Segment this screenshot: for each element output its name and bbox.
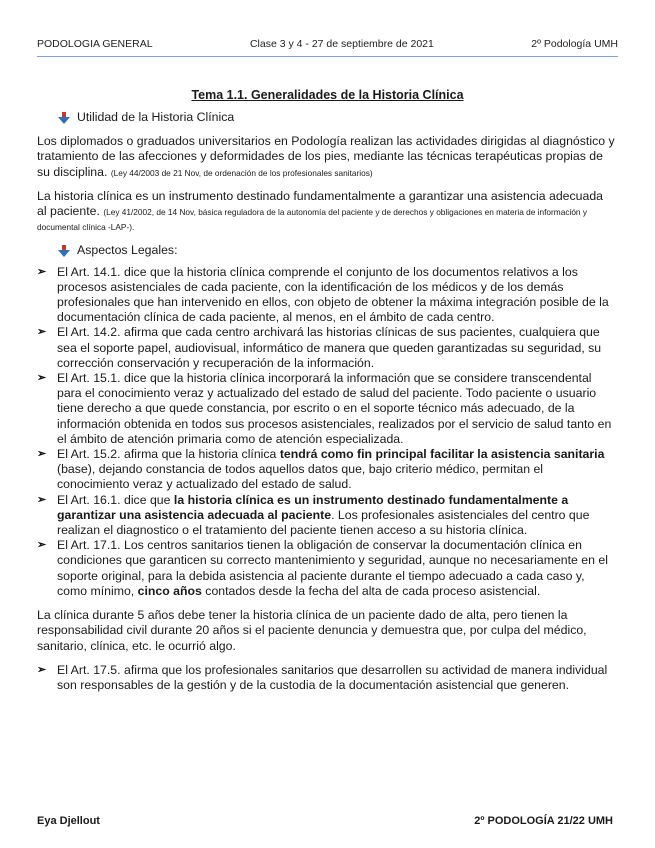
document-title: Tema 1.1. Generalidades de la Historia Clínica	[191, 88, 464, 102]
paragraph: La clínica durante 5 años debe tener la historia clínica de un paciente dado de alta, pero tienen la responsabilidad civil durante 20 años si el paciente denuncia y demuestra que, por culpa del médico, sanitario, clínica, etc. le ocurrió algo.	[37, 608, 587, 653]
chevron-bullet-icon: ➢	[37, 663, 47, 676]
down-arrow-icon	[57, 111, 71, 125]
chevron-bullet-icon: ➢	[37, 265, 47, 278]
list-item: ➢ El Art. 17.5. afirma que los profesionales sanitarios que desarrollen su actividad de manera individual son responsables de la gestión y de la custodia de la documentación asistencial que generen.	[37, 662, 608, 692]
law-list	[37, 265, 615, 599]
chevron-bullet-icon: ➢	[37, 326, 47, 339]
chevron-bullet-icon: ➢	[37, 448, 47, 461]
list-item: ➢ El Art. 15.2. afirma que la historia clínica tendrá como fin principal facilitar la asistencia sanitaria (base), dejando constancia de todos aquellos datos que, bajo criterio médico, permitan el conocimiento veraz y actualizado del estado de salud.	[37, 447, 605, 492]
section-aspectos-legales	[57, 243, 615, 258]
paragraph	[37, 134, 615, 180]
law-reference: (Ley 41/2002, de 14 Nov, básica reguladora de la autonomía del paciente y de derechos y obligaciones en materia de información y documental clínica -LAP-).	[37, 207, 588, 233]
down-arrow-icon	[57, 244, 71, 258]
document-body	[37, 110, 615, 699]
paragraph-text: Los diplomados o graduados universitarios en Podología realizan las actividades dirigidas al diagnóstico y tratamiento de las afecciones y deformidades de los pies, mediante las técnicas terapéuticas propias de su disciplina.	[37, 134, 615, 179]
list-item: ➢ El Art. 14.1. dice que la historia clínica comprende el conjunto de los documentos relativos a los procesos asistenciales de cada paciente, con la identificación de los médicos y de los demás profesionales que han intervenido en ellos, con objeto de obtener la máxima integración posible de la documentación clínica de cada paciente, al menos, en el ámbito de cada centro.	[37, 264, 609, 325]
list-item: ➢ El Art. 17.1. Los centros sanitarios tienen la obligación de conservar la documentación clínica en condiciones que garanticen su correcto mantenimiento y seguridad, aunque no necesariamente en el soporte original, para la debida asistencia al paciente durante el tiempo adecuado a cada caso y, como mínimo, cinco años contados desde la fecha del alta de cada proceso asistencial.	[37, 538, 608, 598]
footer-course: 2º PODOLOGÍA 21/22 UMH	[474, 815, 613, 827]
law-list	[37, 663, 615, 693]
header-right: 2º Podología UMH	[531, 38, 618, 50]
header-left: PODOLOGIA GENERAL	[37, 38, 153, 50]
list-item: ➢ El Art. 14.2. afirma que cada centro archivará las historias clínicas de sus pacientes, cualquiera que sea el soporte papel, audiovisual, informático de manera que queden garantizadas su seguridad, su corrección conservación y recuperación de la información.	[37, 325, 602, 370]
chevron-bullet-icon: ➢	[37, 372, 47, 385]
page-footer	[37, 815, 613, 827]
section-utilidad	[57, 110, 615, 125]
header-center: Clase 3 y 4 - 27 de septiembre de 2021	[249, 38, 434, 50]
page-header	[37, 38, 618, 57]
paragraph	[37, 189, 615, 235]
section-heading: Utilidad de la Historia Clínica	[77, 110, 235, 124]
paragraph-text: La historia clínica es un instrumento destinado fundamentalmente a garantizar una asistencia adecuada al paciente.	[37, 188, 604, 219]
list-item: ➢ El Art. 15.1. dice que la historia clínica incorporará la información que se considere transcendental para el conocimiento veraz y actualizado del estado de salud del paciente. Todo paciente o usuario tiene derecho a que quede constancia, por escrito o en el soporte técnico más adecuado, de la información obtenida en todos sus procesos asistenciales, realizados por el servicio de salud tanto en el ámbito de atención primaria como de atención especializada.	[37, 371, 612, 446]
list-item: ➢ El Art. 16.1. dice que la historia clínica es un instrumento destinado fundamentalmente a garantizar una asistencia adecuada al paciente. Los profesionales asistenciales del centro que realizan el diagnostico o el tratamiento del paciente tienen acceso a su historia clínica.	[37, 492, 590, 538]
chevron-bullet-icon: ➢	[37, 493, 47, 506]
section-heading: Aspectos Legales:	[77, 243, 178, 258]
law-reference: (Ley 44/2003 de 21 Nov, de ordenación de los profesionales sanitarios)	[110, 167, 373, 178]
footer-author: Eya Djellout	[37, 815, 100, 827]
chevron-bullet-icon: ➢	[37, 539, 47, 552]
